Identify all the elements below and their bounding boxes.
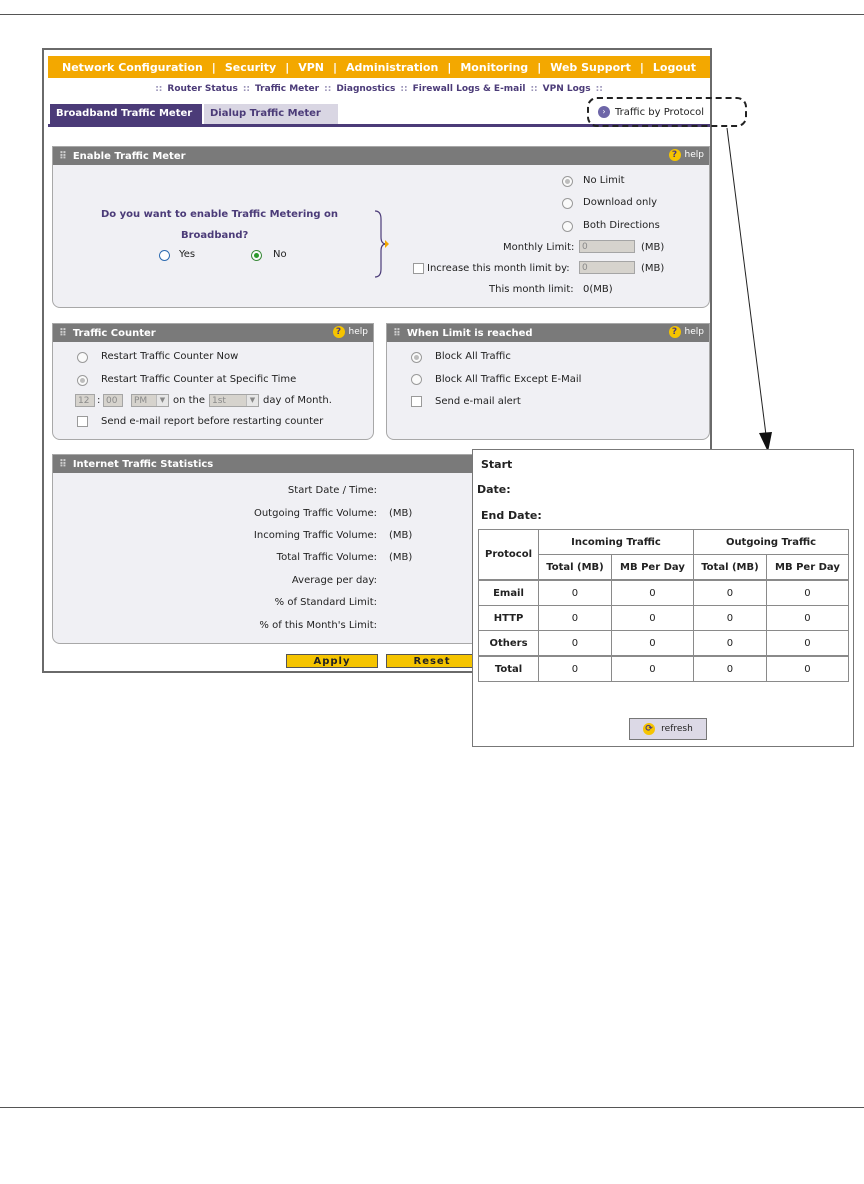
- reset-button[interactable]: Reset: [386, 654, 478, 668]
- nav-logout[interactable]: Logout: [652, 60, 696, 74]
- incoming-volume-label: Incoming Traffic Volume:: [253, 530, 377, 541]
- this-month-limit-label: This month limit:: [489, 284, 574, 295]
- nav-network-configuration[interactable]: Network Configuration: [61, 60, 203, 74]
- grip-icon: ⠿: [393, 327, 401, 339]
- cell-value: 0: [693, 631, 766, 657]
- grip-icon: ⠿: [59, 327, 67, 339]
- panel-title: Traffic Counter: [72, 327, 156, 339]
- grip-icon: ⠿: [59, 150, 67, 162]
- cell-value: 0: [693, 606, 766, 631]
- arrow-right-icon: ›: [598, 106, 610, 118]
- table-row: [479, 656, 849, 682]
- cell-value: 0: [766, 580, 848, 606]
- outgoing-per-day-header: MB Per Day: [766, 555, 848, 581]
- nav-administration[interactable]: Administration: [346, 60, 439, 74]
- nav-monitoring[interactable]: Monitoring: [460, 60, 529, 74]
- incoming-per-day-header: MB Per Day: [611, 555, 693, 581]
- outgoing-traffic-header: Outgoing Traffic: [693, 530, 848, 555]
- help-label: help: [684, 150, 704, 160]
- start-date-label: Start: [481, 458, 513, 471]
- enable-question: Do you want to enable Traffic Metering on: [101, 209, 339, 220]
- time-colon: :: [97, 395, 101, 406]
- download-only-label: Download only: [583, 197, 658, 208]
- cell-value: 0: [611, 656, 693, 682]
- monthly-limit-field[interactable]: 0: [579, 240, 635, 253]
- no-label: No: [273, 249, 287, 260]
- protocol-table: [478, 529, 849, 682]
- month-limit-pct-label: % of this Month's Limit:: [259, 620, 377, 631]
- send-alert-label: Send e-mail alert: [435, 396, 521, 407]
- table-row: [479, 631, 849, 657]
- incoming-traffic-header: Incoming Traffic: [539, 530, 694, 555]
- restart-specific-label: Restart Traffic Counter at Specific Time: [101, 374, 297, 385]
- incoming-volume-unit: (MB): [389, 530, 413, 541]
- this-month-limit-value: 0(MB): [583, 284, 613, 295]
- start-date-label: Start Date / Time:: [287, 485, 377, 496]
- cell-value: 0: [539, 631, 612, 657]
- outgoing-volume-label: Outgoing Traffic Volume:: [253, 508, 377, 519]
- chevron-down-icon: ▼: [246, 395, 258, 406]
- outgoing-total-header: Total (MB): [693, 555, 766, 581]
- minute-field[interactable]: 00: [103, 394, 123, 407]
- row-name: Email: [479, 580, 539, 606]
- increase-limit-label: Increase this month limit by:: [427, 263, 570, 274]
- table-row: [479, 580, 849, 606]
- row-name: Total: [479, 656, 539, 682]
- traffic-by-protocol-popup: [472, 449, 854, 747]
- top-navigation: Network Configuration | Security | VPN | Administration | Monitoring | Web Support | Logout: [48, 56, 710, 78]
- refresh-button[interactable]: [629, 718, 707, 740]
- enable-question-2: Broadband?: [181, 230, 249, 241]
- hour-field[interactable]: 12: [75, 394, 95, 407]
- refresh-icon: ⟳: [643, 723, 655, 735]
- help-icon: ?: [669, 149, 681, 161]
- on-the-label: on the: [173, 395, 206, 406]
- nav-web-support[interactable]: Web Support: [550, 60, 631, 74]
- tab-dialup-traffic-meter[interactable]: Dialup Traffic Meter: [204, 104, 338, 124]
- cell-value: 0: [611, 631, 693, 657]
- cell-value: 0: [539, 656, 612, 682]
- refresh-label: refresh: [661, 724, 693, 734]
- block-except-email-label: Block All Traffic Except E-Mail: [435, 374, 582, 385]
- sub-navigation: :: Router Status :: Traffic Meter :: Diagnostics :: Firewall Logs & E-mail :: VPN Logs ::: [48, 80, 710, 98]
- restart-now-label: Restart Traffic Counter Now: [101, 351, 239, 362]
- help-icon: ?: [333, 326, 345, 338]
- outgoing-volume-unit: (MB): [389, 508, 413, 519]
- cell-value: 0: [766, 631, 848, 657]
- yes-label: Yes: [179, 249, 196, 260]
- ampm-value: PM: [134, 396, 148, 406]
- cell-value: 0: [539, 580, 612, 606]
- total-volume-unit: (MB): [389, 552, 413, 563]
- average-per-day-label: Average per day:: [291, 575, 377, 586]
- cell-value: 0: [539, 606, 612, 631]
- nav-vpn[interactable]: VPN: [298, 60, 324, 74]
- tab-broadband-traffic-meter[interactable]: Broadband Traffic Meter: [50, 104, 202, 124]
- both-directions-label: Both Directions: [583, 220, 660, 231]
- subnav-diagnostics[interactable]: Diagnostics: [336, 84, 396, 94]
- monthly-limit-unit: (MB): [641, 242, 665, 253]
- apply-button[interactable]: Apply: [286, 654, 378, 668]
- no-limit-label: No Limit: [583, 175, 625, 186]
- help-label: help: [684, 327, 704, 337]
- row-name: Others: [479, 631, 539, 657]
- monthly-limit-label: Monthly Limit:: [503, 242, 575, 253]
- total-volume-label: Total Traffic Volume:: [276, 552, 377, 563]
- increase-limit-unit: (MB): [641, 263, 665, 274]
- nav-security[interactable]: Security: [224, 60, 277, 74]
- panel-title: When Limit is reached: [406, 327, 533, 339]
- help-label: help: [348, 327, 368, 337]
- subnav-firewall-logs[interactable]: Firewall Logs & E-mail: [412, 84, 526, 94]
- table-row: [479, 606, 849, 631]
- cell-value: 0: [766, 656, 848, 682]
- panel-title: Enable Traffic Meter: [72, 150, 186, 162]
- cell-value: 0: [693, 656, 766, 682]
- increase-limit-field[interactable]: 0: [579, 261, 635, 274]
- send-report-label: Send e-mail report before restarting counter: [101, 416, 324, 427]
- traffic-by-protocol-label: Traffic by Protocol: [615, 106, 704, 118]
- subnav-router-status[interactable]: Router Status: [167, 84, 238, 94]
- panel-title: Internet Traffic Statistics: [72, 458, 214, 470]
- cell-value: 0: [693, 580, 766, 606]
- cell-value: 0: [611, 606, 693, 631]
- help-icon: ?: [669, 326, 681, 338]
- subnav-traffic-meter[interactable]: Traffic Meter: [255, 84, 320, 94]
- day-of-month-label: day of Month.: [263, 395, 332, 406]
- grip-icon: ⠿: [59, 458, 67, 470]
- block-all-label: Block All Traffic: [435, 351, 511, 362]
- cell-value: 0: [611, 580, 693, 606]
- chevron-down-icon: ▼: [156, 395, 168, 406]
- row-name: HTTP: [479, 606, 539, 631]
- cell-value: 0: [766, 606, 848, 631]
- end-date-label: End Date:: [481, 509, 542, 522]
- day-value: 1st: [212, 396, 226, 406]
- protocol-header: Protocol: [479, 530, 539, 581]
- standard-limit-label: % of Standard Limit:: [274, 597, 377, 608]
- subnav-vpn-logs[interactable]: VPN Logs: [542, 84, 591, 94]
- incoming-total-header: Total (MB): [539, 555, 612, 581]
- start-date-label-2: Date:: [477, 483, 511, 496]
